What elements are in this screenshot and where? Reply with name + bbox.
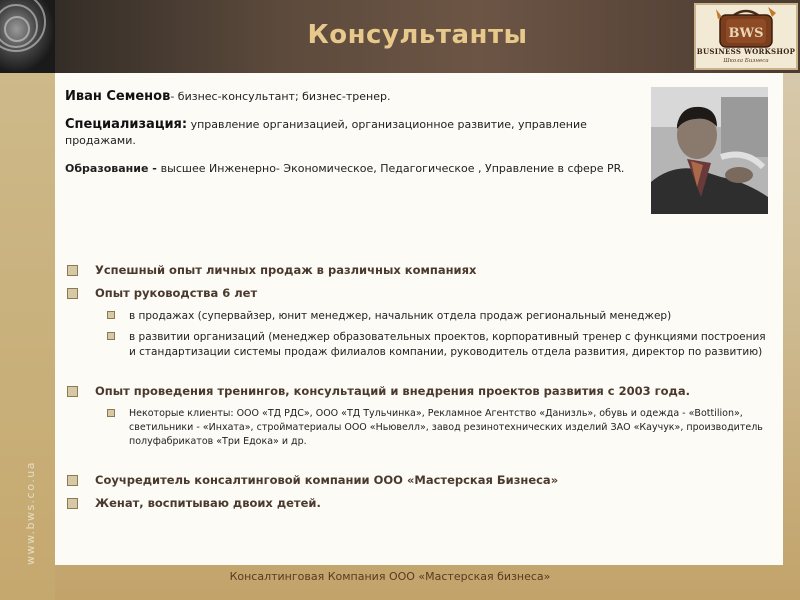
- logo-text: BUSINESS WORKSHOP: [696, 47, 796, 56]
- specialization-label: Специализация:: [65, 117, 188, 132]
- footer-text: Консалтинговая Компания ООО «Мастерская бизнеса»: [229, 570, 551, 583]
- education-label: Образование -: [65, 162, 161, 175]
- list-item: Успешный опыт личных продаж в различных компаниях: [65, 263, 775, 278]
- list-item: Женат, воспитываю двоих детей.: [65, 496, 775, 511]
- portrait-image: [651, 87, 768, 214]
- consultant-photo: [651, 87, 768, 214]
- sub-list-item: Некоторые клиенты: ООО «ТД РДС», ООО «ТД Тульчинка», Рекламное Агентство «Данизль», обувь и одежда - «Bottilion», светильники - «Инхата», стройматериалы ООО «Ньювелл», завод резинотехнических изделий ЗАО «Каучук», производитель полуфабрикатов «Три Едока» и др.: [65, 407, 775, 449]
- content-panel: [55, 73, 783, 565]
- business-workshop-logo: [694, 3, 798, 70]
- person-name: Иван Семенов: [65, 89, 171, 104]
- person-name-line: [65, 89, 635, 105]
- svg-text:BWS: BWS: [728, 26, 764, 41]
- sub-list-item: в развитии организаций (менеджер образовательных проектов, корпоративный тренер с функциями построения и стандартизации системы продаж филиалов компании, руководитель отдела развития, директор по развитию): [65, 330, 775, 360]
- header-band: [0, 0, 800, 73]
- person-role: - бизнес-консультант; бизнес-тренер.: [170, 90, 391, 103]
- logo-tagline: Школа Бизнеса: [723, 58, 769, 64]
- page-title: Консультанты: [307, 20, 528, 50]
- education-text: высшее Инженерно- Экономическое, Педагогическое , Управление в сфере PR.: [160, 162, 625, 175]
- specialization: [65, 117, 635, 149]
- sub-list-item: в продажах (супервайзер, юнит менеджер, начальник отдела продаж региональный менеджер): [65, 309, 775, 324]
- experience-list: [65, 263, 775, 519]
- education: [65, 161, 635, 177]
- list-item: Соучредитель консалтинговой компании ООО «Мастерская Бизнеса»: [65, 473, 775, 488]
- specialization-text: управление организацией, организационное развитие, управление продажами.: [65, 118, 587, 147]
- side-url: www.bws.co.ua: [24, 461, 37, 565]
- list-item: Опыт руководства 6 лет: [65, 286, 775, 301]
- list-item: Опыт проведения тренингов, консультаций и внедрения проектов развития с 2003 года.: [65, 384, 775, 399]
- person-info: [65, 89, 635, 189]
